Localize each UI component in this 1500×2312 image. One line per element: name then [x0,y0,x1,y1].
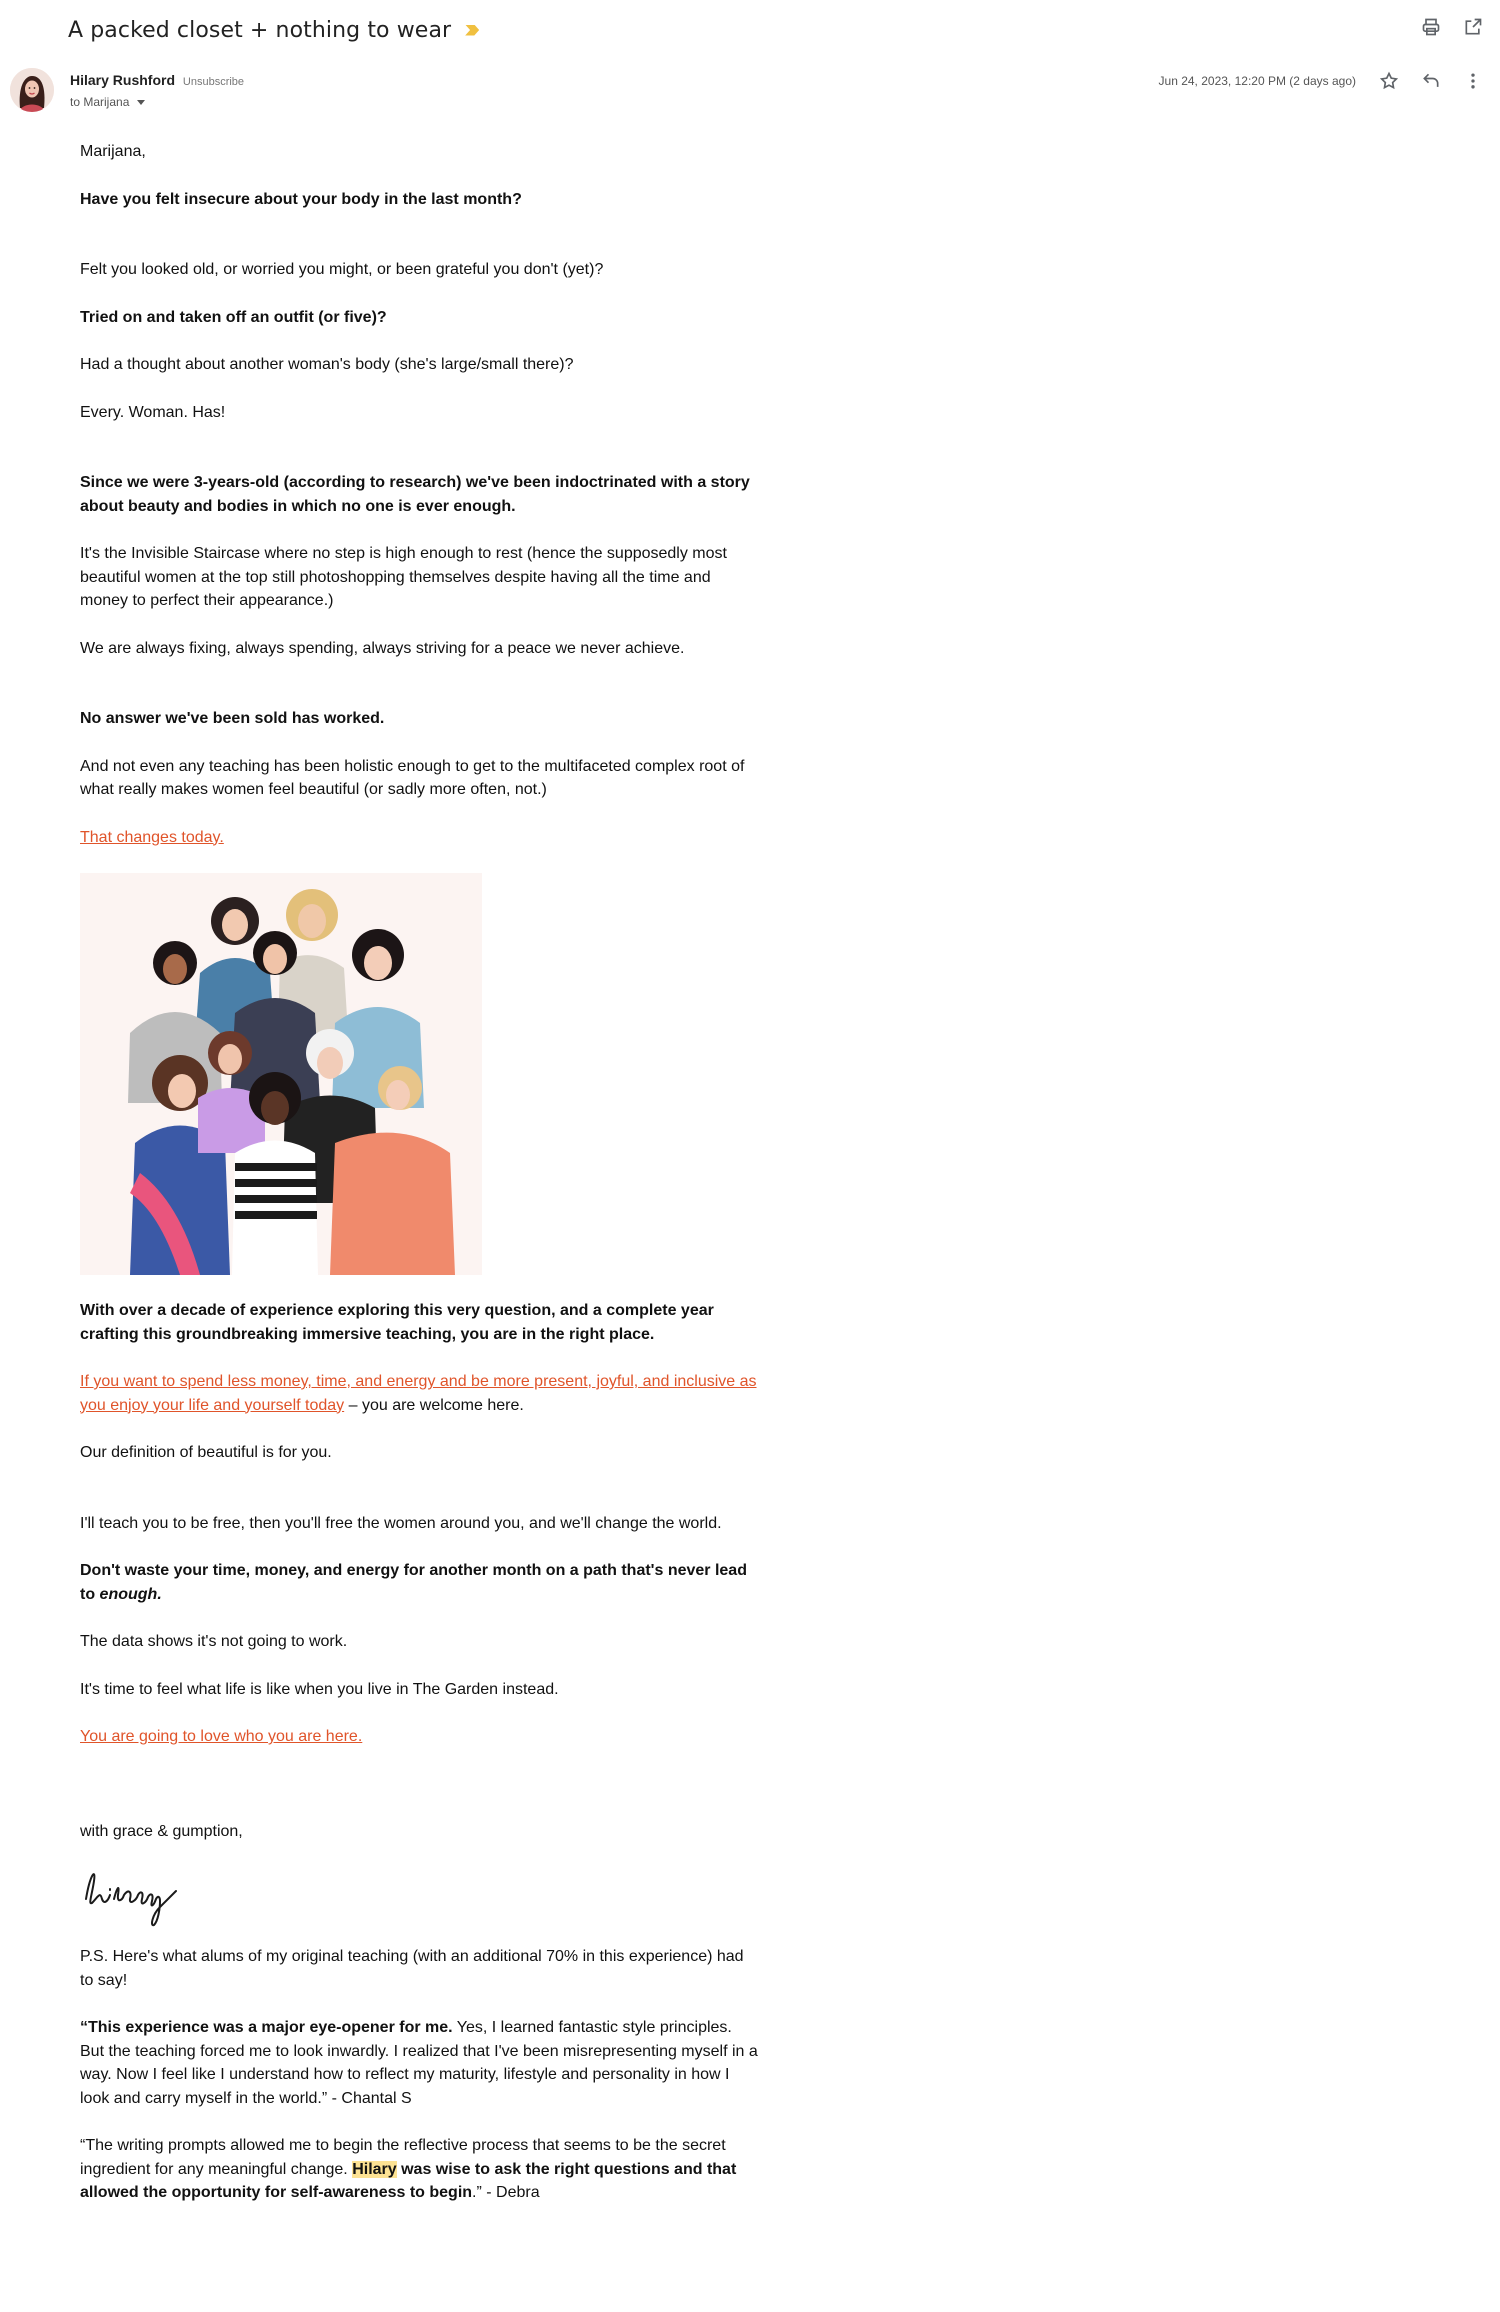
importance-marker-icon[interactable] [465,25,479,36]
paragraph: Tried on and taken off an outfit (or five)? [80,308,387,326]
paragraph: It's the Invisible Staircase where no step is high enough to rest (hence the supposedly most beautiful women at the top still photoshopping themselves despite having all the time and money to perfect their appearance.) [80,545,727,609]
paragraph: With over a decade of experience exploring this very question, and a complete year crafting this groundbreaking immersive teaching, you are in the right place. [80,1302,714,1343]
testimonial-bold: was wise to ask the right questions and that allowed the opportunity for self-awareness to begin [80,2160,737,2201]
top-actions [1418,14,1486,40]
testimonial-text: Yes, I learned fantastic style principles. But the teaching forced me to look inwardly. I realized that I've been misrepresenting myself in a way. Now I feel like I understand how to reflect my maturity, lifestyle and personality in how I look and carry myself in the world.” - Chantal S [80,2019,758,2107]
subject-row [68,10,479,50]
paragraph: I'll teach you to be free, then you'll free the women around you, and we'll change the world. [80,1514,722,1532]
recipient-line[interactable] [70,95,145,109]
testimonial [80,2016,760,2110]
closing: with grace & gumption, [80,1822,243,1840]
paragraph: The data shows it's not going to work. [80,1633,348,1650]
message-body [80,140,760,2205]
message-header [10,64,1486,124]
header-actions [1159,68,1486,94]
emphasis: enough. [99,1585,162,1603]
paragraph: It's time to feel what life is like when you live in The Garden instead. [80,1680,559,1698]
paragraph: Since we were 3-years-old (according to research) we've been indoctrinated with a story about beauty and bodies in which no one is ever enough. [80,474,750,515]
highlighted-name: Hilary [352,2160,397,2178]
paragraph: Our definition of beautiful is for you. [80,1444,332,1461]
paragraph: Felt you looked old, or worried you might, or been grateful you don't (yet)? [80,261,604,278]
testimonial-bold: “This experience was a major eye-opener for me. [80,2019,453,2036]
paragraph: And not even any teaching has been holistic enough to get to the multifaceted complex root of what really makes women feel beautiful (or sadly more often, not.) [80,757,745,798]
greeting: Marijana, [80,143,146,160]
hero-illustration[interactable] [80,873,482,1275]
sender-name[interactable]: Hilary Rushford [70,72,176,88]
signature-image [80,1861,200,1931]
open-in-new-icon[interactable] [1460,14,1486,40]
paragraph-tail: – you are welcome here. [344,1396,524,1414]
testimonial [80,2134,760,2205]
star-icon[interactable] [1376,68,1402,94]
paragraph-part: Don't waste your time, money, and energy for another month on a path that's never lead to [80,1562,747,1603]
cta-link[interactable]: You are going to love who you are here. [80,1728,363,1745]
sender-line [70,72,244,88]
avatar[interactable] [10,68,54,112]
paragraph: We are always fixing, always spending, always striving for a peace we never achieve. [80,639,685,657]
more-vert-icon[interactable] [1460,68,1486,94]
paragraph: Have you felt insecure about your body in the last month? [80,190,522,208]
reply-icon[interactable] [1418,68,1444,94]
cta-link[interactable]: That changes today. [80,828,224,846]
printer-icon[interactable] [1418,14,1444,40]
paragraph: Had a thought about another woman's body (she's large/small there)? [80,356,574,373]
email-subject: A packed closet + nothing to wear [68,17,452,43]
paragraph: No answer we've been sold has worked. [80,710,385,727]
paragraph: Every. Woman. Has! [80,403,226,421]
paragraph: P.S. Here's what alums of my original teaching (with an additional 70% in this experience) had to say! [80,1948,744,1989]
testimonial-text: .” - Debra [472,2184,540,2201]
testimonial-text: “The writing prompts allowed me to begin the reflective process that seems to be the secret ingredient for any meaningful change. [80,2137,726,2178]
message-date: Jun 24, 2023, 12:20 PM (2 days ago) [1158,74,1356,88]
unsubscribe-link[interactable]: Unsubscribe [182,76,245,88]
recipient-text: to Marijana [70,95,130,109]
cta-link[interactable]: If you want to spend less money, time, and energy and be more present, joyful, and inclusive as you enjoy your life and yourself today [80,1373,757,1414]
paragraph [80,1559,760,1606]
paragraph [80,1370,760,1417]
chevron-down-icon[interactable] [137,100,145,105]
